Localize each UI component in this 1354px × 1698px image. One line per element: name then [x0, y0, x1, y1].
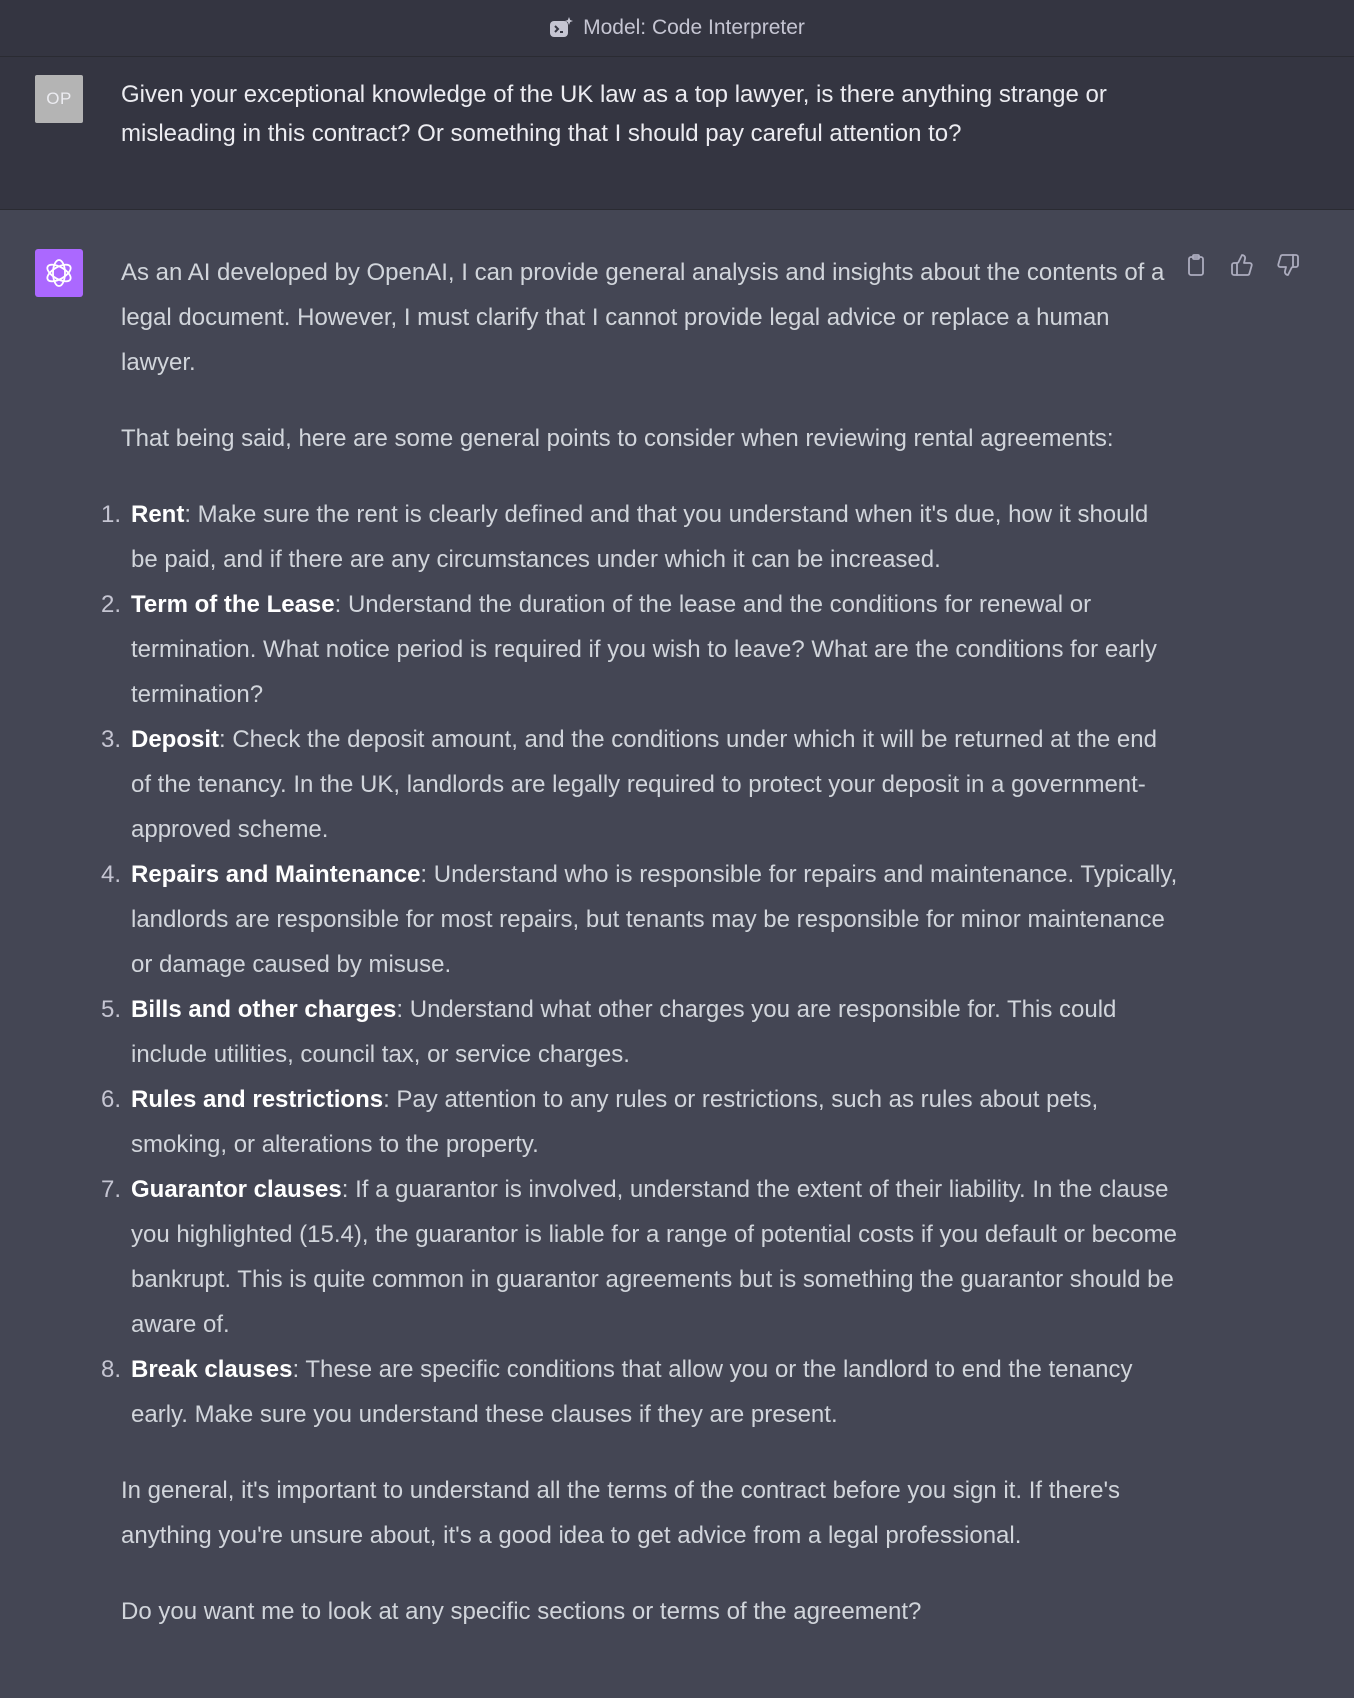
- openai-logo-icon: [35, 249, 83, 297]
- list-item: [100, 717, 1181, 852]
- item-title: Bills and other charges: [131, 996, 397, 1023]
- item-title: Break clauses: [131, 1356, 293, 1383]
- question-paragraph: Do you want me to look at any specific sections or terms of the agreement?: [121, 1598, 922, 1625]
- item-title: Term of the Lease: [131, 591, 335, 618]
- user-avatar: OP: [35, 75, 83, 123]
- assistant-message-body: [100, 250, 1181, 1665]
- lead-paragraph: That being said, here are some general points to consider when reviewing rental agreements:: [121, 425, 1114, 452]
- intro-paragraph: As an AI developed by OpenAI, I can provide general analysis and insights about the contents of a legal document. However, I must clarify that I cannot provide legal advice or replace a human lawyer.: [121, 259, 1165, 376]
- model-label: Model: Code Interpreter: [583, 16, 805, 39]
- user-message: [0, 57, 1354, 210]
- list-number: 8.: [100, 1356, 121, 1383]
- list-number: 3.: [100, 726, 121, 753]
- list-number: 6.: [100, 1086, 121, 1113]
- code-interpreter-icon: [549, 16, 575, 40]
- item-text: : Understand who is responsible for repairs and maintenance. Typically, landlords are responsible for most repairs, but tenants may be responsible for minor maintenance or damage caused by misuse.: [131, 861, 1178, 978]
- assistant-message: [0, 210, 1354, 1698]
- item-text: : Check the deposit amount, and the conditions under which it will be returned at the end of the tenancy. In the UK, landlords are legally required to protect your deposit in a government-approved scheme.: [131, 726, 1157, 843]
- list-item: [100, 1167, 1181, 1347]
- list-number: 5.: [100, 996, 121, 1023]
- list-item: [100, 492, 1181, 582]
- list-item: [100, 1347, 1181, 1437]
- clipboard-icon[interactable]: [1184, 253, 1208, 277]
- item-text: : Make sure the rent is clearly defined and that you understand when it's due, how it should be paid, and if there are any circumstances under which it can be increased.: [131, 501, 1149, 573]
- list-item: [100, 987, 1181, 1077]
- item-title: Guarantor clauses: [131, 1176, 342, 1203]
- item-title: Deposit: [131, 726, 220, 753]
- item-text: : Pay attention to any rules or restrictions, such as rules about pets, smoking, or alterations to the property.: [131, 1086, 1099, 1158]
- message-actions: [1184, 253, 1300, 277]
- points-list: [100, 492, 1181, 1437]
- top-bar: [0, 0, 1354, 57]
- item-title: Rules and restrictions: [131, 1086, 384, 1113]
- thumbs-down-icon[interactable]: [1276, 253, 1300, 277]
- user-message-text: Given your exceptional knowledge of the UK law as a top lawyer, is there anything strange or misleading in this contract? Or something that I should pay careful attention to?: [121, 81, 1107, 147]
- thumbs-up-icon[interactable]: [1230, 253, 1254, 277]
- item-text: : These are specific conditions that allow you or the landlord to end the tenancy early. Make sure you understand these clauses if they are present.: [131, 1356, 1133, 1428]
- conclusion-paragraph: In general, it's important to understand all the terms of the contract before you sign it. If there's anything you're unsure about, it's a good idea to get advice from a legal professional.: [121, 1477, 1121, 1549]
- list-number: 4.: [100, 861, 121, 888]
- list-number: 7.: [100, 1176, 121, 1203]
- list-number: 2.: [100, 591, 121, 618]
- item-text: : Understand what other charges you are responsible for. This could include utilities, council tax, or service charges.: [131, 996, 1117, 1068]
- list-number: 1.: [100, 501, 121, 528]
- list-item: [100, 582, 1181, 717]
- list-item: [100, 852, 1181, 987]
- item-title: Repairs and Maintenance: [131, 861, 421, 888]
- item-title: Rent: [131, 501, 185, 528]
- item-text: : If a guarantor is involved, understand the extent of their liability. In the clause you highlighted (15.4), the guarantor is liable for a range of potential costs if you default or become bankrupt. This is quite common in guarantor agreements but is something the guarantor should be aware of.: [131, 1176, 1177, 1338]
- item-text: : Understand the duration of the lease and the conditions for renewal or termination. What notice period is required if you wish to leave? What are the conditions for early termination?: [131, 591, 1157, 708]
- list-item: [100, 1077, 1181, 1167]
